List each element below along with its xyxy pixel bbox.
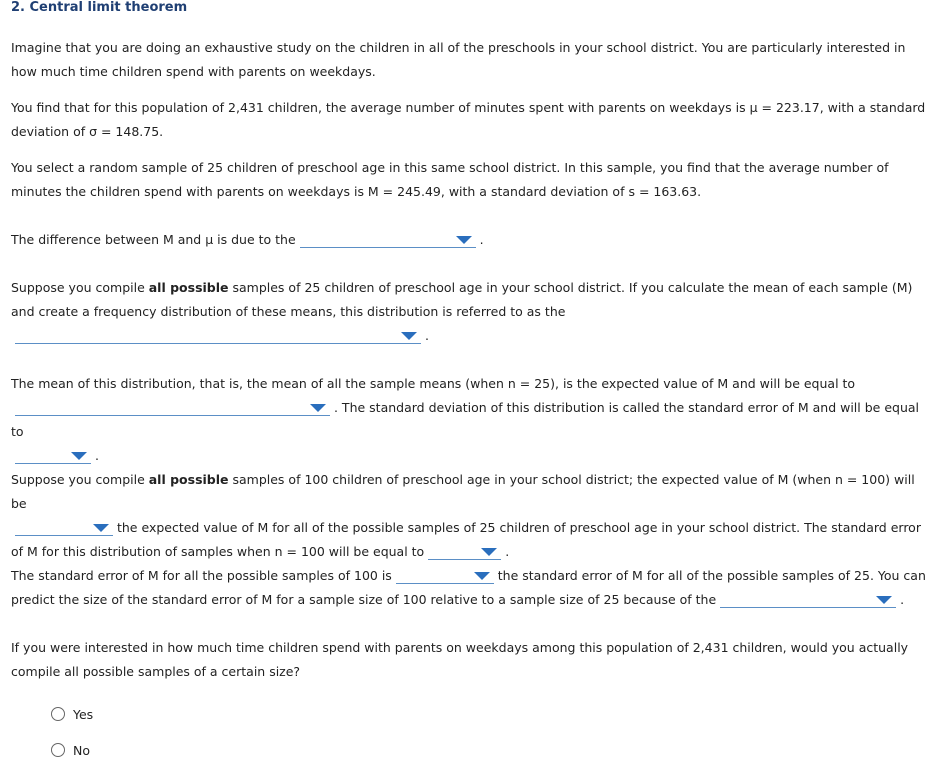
radio-button[interactable] bbox=[51, 707, 65, 721]
reason-dropdown[interactable] bbox=[720, 592, 896, 608]
question-title: 2. Central limit theorem bbox=[11, 0, 188, 15]
question-text: the expected value of M for all of the possible samples of 25 children of preschool age in your school district. The standard error of M for this distribution of samples when n = 100 will be equal to bbox=[11, 520, 921, 559]
distribution-answer-row bbox=[11, 324, 926, 348]
punctuation: . bbox=[900, 592, 905, 607]
sample-paragraph: You select a random sample of 25 children of preschool age in this same school district. In this sample, you find that the average number of minutes the children spend with parents on weekdays is M = 245.49, with a standard deviation of s = 163.63. bbox=[11, 160, 889, 199]
standard-error-100-dropdown[interactable] bbox=[428, 544, 501, 560]
emphasis-text: all possible bbox=[148, 280, 229, 295]
standard-error-comparison-dropdown[interactable] bbox=[396, 568, 494, 584]
expected-value-comparison-dropdown[interactable] bbox=[15, 520, 113, 536]
population-paragraph: You find that for this population of 2,431 children, the average number of minutes spent with parents on weekdays is μ = 223.17, with a standard deviation of σ = 148.75. bbox=[11, 100, 926, 139]
chevron-down-icon bbox=[876, 596, 892, 604]
question-expected-value bbox=[11, 372, 926, 468]
radio-button[interactable] bbox=[51, 743, 65, 757]
expected-value-dropdown[interactable] bbox=[15, 400, 330, 416]
emphasis-text: all possible bbox=[148, 472, 229, 487]
question-text: the standard error of M for all of the possible samples of 25. You can predict the size of the standard error of M for a sample size of 100 relative to a sample size of 25 because of the bbox=[11, 568, 926, 607]
punctuation: . bbox=[94, 448, 99, 463]
question-distribution bbox=[11, 276, 926, 324]
option-yes[interactable] bbox=[51, 706, 93, 722]
question-difference-text: The difference between M and μ is due to the bbox=[11, 232, 296, 247]
question-sample-100 bbox=[11, 468, 926, 564]
option-label: Yes bbox=[73, 706, 94, 722]
punctuation: . bbox=[505, 544, 510, 559]
punctuation: . bbox=[479, 232, 484, 247]
difference-cause-dropdown[interactable] bbox=[300, 232, 476, 248]
intro-paragraph: Imagine that you are doing an exhaustive study on the children in all of the preschools in your school district. You are particularly interested in how much time children spend with parents on weekdays. bbox=[11, 40, 906, 79]
question-text: . The standard deviation of this distribution is called the standard error of M and will be equal to bbox=[11, 400, 919, 439]
option-label: No bbox=[73, 742, 90, 758]
question-text: samples of 100 children of preschool age in your school district; the expected value of M (when n = 100) will be bbox=[11, 472, 915, 511]
question-compile-samples: If you were interested in how much time children spend with parents on weekdays among this population of 2,431 children, would you actually compile all possible samples of a certain size? bbox=[11, 640, 909, 679]
question-text: The mean of this distribution, that is, the mean of all the sample means (when n = 25), is the expected value of M and will be equal to bbox=[11, 376, 856, 391]
distribution-name-dropdown[interactable] bbox=[15, 328, 421, 344]
question-text: samples of 25 children of preschool age in your school district. If you calculate the mean of each sample (M) and create a frequency distribution of these means, this distribution is referred to as the bbox=[11, 280, 913, 319]
chevron-down-icon bbox=[401, 332, 417, 340]
question-text: The standard error of M for all the possible samples of 100 is bbox=[11, 568, 392, 583]
chevron-down-icon bbox=[481, 548, 497, 556]
chevron-down-icon bbox=[456, 236, 472, 244]
punctuation: . bbox=[424, 328, 429, 343]
chevron-down-icon bbox=[310, 404, 326, 412]
chevron-down-icon bbox=[71, 452, 87, 460]
question-standard-error-comparison bbox=[11, 564, 926, 612]
standard-error-dropdown[interactable] bbox=[15, 448, 91, 464]
question-difference bbox=[11, 228, 926, 252]
option-no[interactable] bbox=[51, 742, 90, 758]
chevron-down-icon bbox=[93, 524, 109, 532]
question-text: Suppose you compile bbox=[11, 280, 149, 295]
question-text: Suppose you compile bbox=[11, 472, 149, 487]
chevron-down-icon bbox=[474, 572, 490, 580]
